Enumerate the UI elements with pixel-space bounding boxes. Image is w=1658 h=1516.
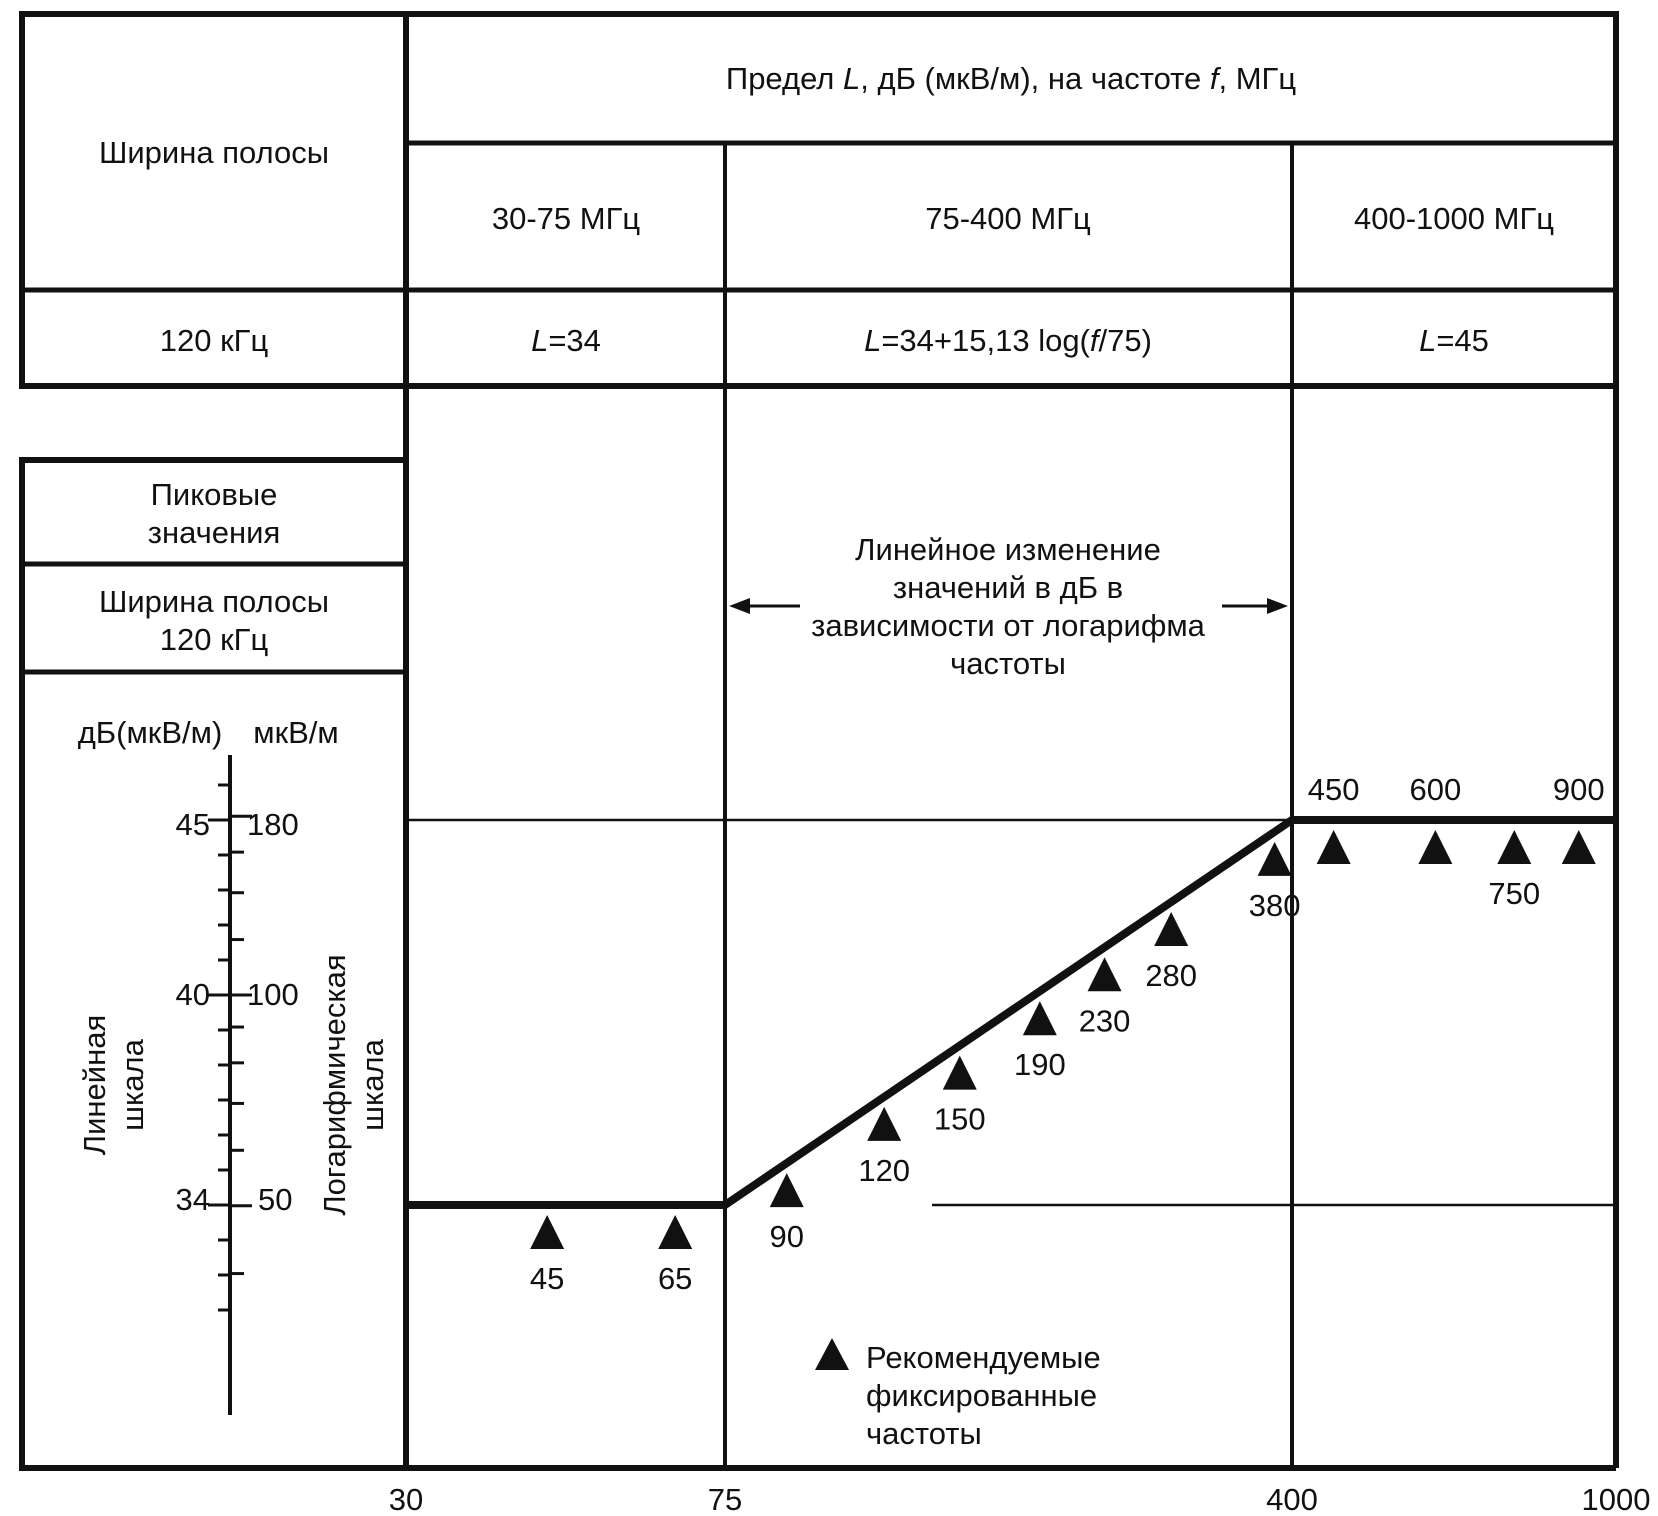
dual-scale	[208, 755, 252, 1415]
triangle-icon	[1258, 842, 1292, 876]
formula-band-2: L=34+15,13 log(f/75)	[864, 323, 1152, 358]
triangle-icon	[867, 1107, 901, 1141]
db-unit-label: дБ(мкВ/м)	[77, 715, 223, 750]
marker-280	[1154, 912, 1188, 946]
marker-label-120: 120	[858, 1152, 911, 1188]
uv-unit-label: мкВ/м	[253, 715, 339, 750]
marker-900	[1562, 830, 1596, 864]
marker-90	[770, 1173, 804, 1207]
triangle-icon	[1562, 830, 1596, 864]
marker-label-230: 230	[1078, 1003, 1131, 1039]
scale-db-45: 45	[175, 807, 210, 842]
scale-uv-50: 50	[258, 1182, 293, 1217]
triangle-icon	[943, 1056, 977, 1090]
limit-line	[406, 820, 1616, 1205]
linear-change-annotation	[729, 532, 1288, 681]
scale-uv-180: 180	[247, 807, 299, 842]
marker-label-65: 65	[657, 1261, 693, 1296]
marker-600	[1418, 830, 1452, 864]
annotation-line-2: значений в дБ в	[892, 570, 1124, 605]
bandwidth-value: 120 кГц	[159, 323, 269, 358]
annotation-line-4: частоты	[950, 646, 1066, 681]
marker-label-450: 450	[1307, 772, 1360, 807]
band-75-400-header: 75-400 МГц	[925, 201, 1091, 236]
annotation-arrow-right-head	[1267, 598, 1288, 614]
peak-values-label-line-1: Пиковые	[150, 477, 278, 512]
triangle-icon	[1088, 957, 1122, 991]
marker-label-750: 750	[1488, 876, 1541, 911]
marker-label-900: 900	[1552, 772, 1605, 807]
x-tick-label-400: 400	[1266, 1482, 1318, 1516]
bandwidth-header: Ширина полосы	[98, 135, 330, 170]
log-scale-caption-line-2: шкала	[355, 1039, 390, 1131]
linear-scale-caption-line-2: шкала	[115, 1039, 150, 1131]
marker-label-280: 280	[1145, 958, 1198, 994]
marker-450	[1317, 830, 1351, 864]
marker-750	[1497, 830, 1531, 864]
marker-label-45: 45	[529, 1261, 565, 1296]
legend	[815, 1338, 1101, 1451]
marker-150	[943, 1056, 977, 1090]
marker-190	[1023, 1001, 1057, 1035]
marker-label-190: 190	[1013, 1047, 1066, 1083]
triangle-icon	[1317, 830, 1351, 864]
band-30-75-header: 30-75 МГц	[491, 201, 641, 236]
bandwidth-label-line-2: 120 кГц	[159, 622, 269, 657]
x-tick-label-75: 75	[707, 1482, 743, 1516]
annotation-line-3: зависимости от логарифма	[811, 608, 1205, 643]
marker-65	[658, 1215, 692, 1249]
scale-db-34: 34	[175, 1182, 210, 1217]
linear-scale-caption	[77, 1015, 150, 1155]
triangle-icon	[770, 1173, 804, 1207]
legend-line-2: фиксированные	[866, 1378, 1098, 1413]
marker-label-600: 600	[1409, 772, 1462, 807]
formula-band-3: L=45	[1419, 323, 1489, 358]
triangle-icon	[1497, 830, 1531, 864]
peak-values-label-line-2: значения	[147, 515, 281, 550]
annotation-arrow-left-head	[729, 598, 750, 614]
marker-label-90: 90	[769, 1219, 804, 1255]
x-tick-label-30: 30	[388, 1482, 424, 1516]
legend-triangle-icon	[815, 1338, 849, 1370]
marker-label-150: 150	[933, 1101, 986, 1137]
marker-120	[867, 1107, 901, 1141]
scale-uv-100: 100	[247, 977, 299, 1012]
marker-label-380: 380	[1248, 887, 1301, 923]
triangle-icon	[1023, 1001, 1057, 1035]
log-scale-caption-line-1: Логарифмическая	[317, 954, 352, 1216]
legend-line-1: Рекомендуемые	[866, 1340, 1101, 1375]
scale-db-40: 40	[175, 977, 210, 1012]
triangle-icon	[658, 1215, 692, 1249]
limit-header-title: Предел L, дБ (мкВ/м), на частоте f, МГц	[725, 61, 1297, 96]
log-scale-caption	[317, 954, 390, 1215]
triangle-icon	[1154, 912, 1188, 946]
triangle-icon	[1418, 830, 1452, 864]
linear-scale-caption-line-1: Линейная	[77, 1014, 112, 1156]
marker-230	[1088, 957, 1122, 991]
legend-line-3: частоты	[866, 1416, 982, 1451]
annotation-line-1: Линейное изменение	[855, 532, 1161, 567]
x-tick-label-1000: 1000	[1581, 1482, 1651, 1516]
formula-band-1: L=34	[531, 323, 601, 358]
marker-45	[530, 1215, 564, 1249]
marker-380	[1258, 842, 1292, 876]
bandwidth-label-line-1: Ширина полосы	[98, 584, 330, 619]
triangle-icon	[530, 1215, 564, 1249]
band-400-1000-header: 400-1000 МГц	[1354, 201, 1554, 236]
